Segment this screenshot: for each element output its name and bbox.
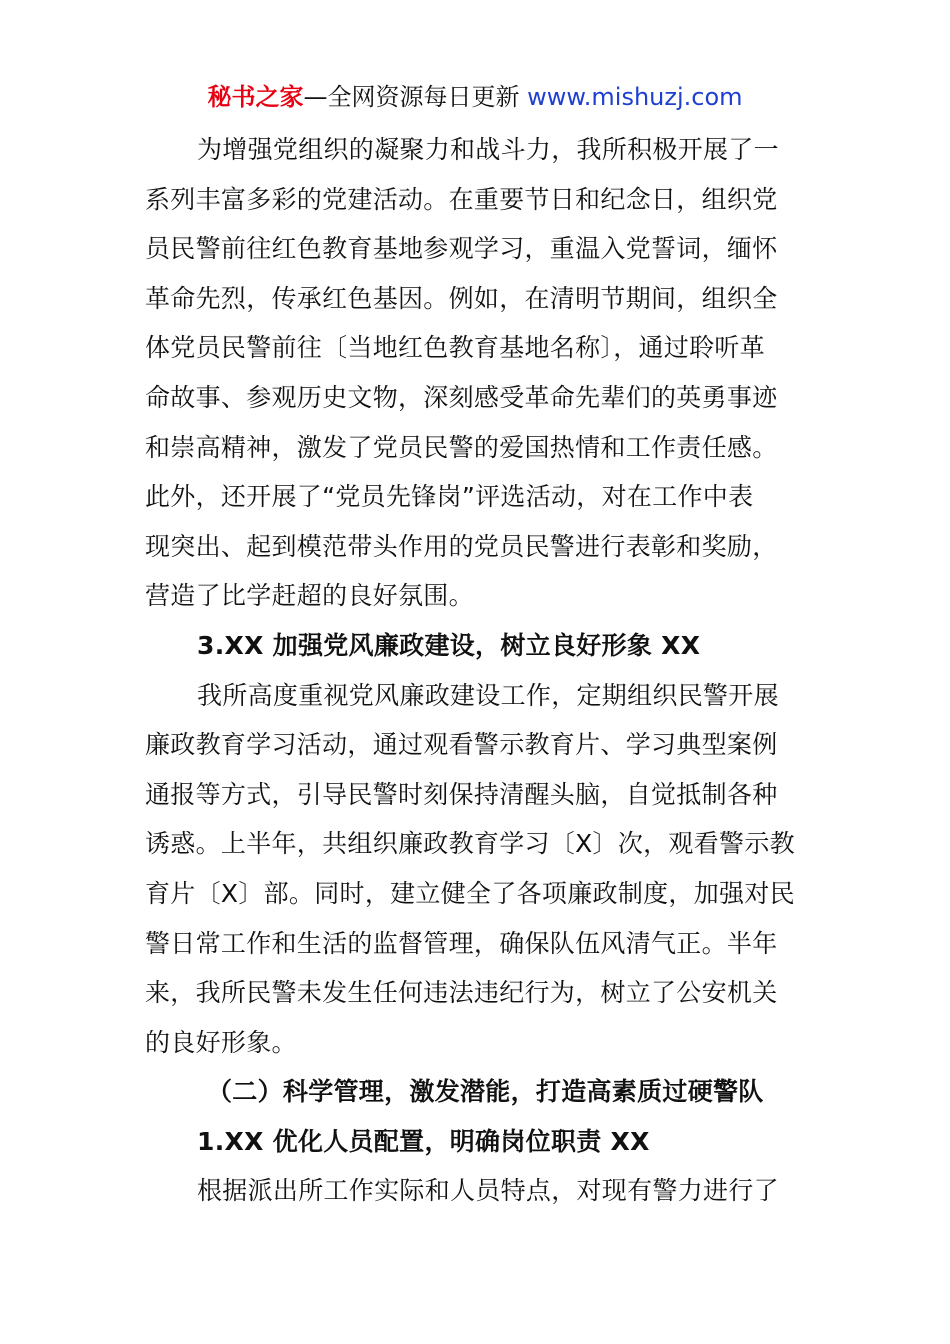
paragraph-line: 营造了比学赶超的良好氛围。 [145,581,474,611]
paragraph-line: 我所高度重视党风廉政建设工作，定期组织民警开展 [197,680,779,710]
paragraph-line: 此外，还开展了“党员先锋岗”评选活动，对在工作中表 [145,482,754,512]
paragraph-line: 的良好形象。 [145,1027,297,1057]
site-brand: 秘书之家 [207,83,304,111]
paragraph-line: 现突出、起到模范带头作用的党员民警进行表彰和奖励， [145,531,778,561]
paragraph-line: 诱惑。上半年，共组织廉政教育学习〔X〕次，观看警示教 [145,829,795,859]
chapter-heading: （二）科学管理，激发潜能，打造高素质过硬警队 [207,1077,764,1107]
paragraph-line: 为增强党组织的凝聚力和战斗力，我所积极开展了一 [197,135,779,164]
paragraph-line: 员民警前往红色教育基地参观学习，重温入党誓词，缅怀 [145,234,778,264]
paragraph-line: 警日常工作和生活的监督管理，确保队伍风清气正。半年 [145,928,778,958]
paragraph-line: 革命先烈，传承红色基因。例如，在清明节期间，组织全 [145,283,778,313]
site-slogan: 全网资源每日更新 [327,83,520,111]
section-heading: 3.XX 加强党风廉政建设，树立良好形象 XX [197,630,701,660]
paragraph-line: 体党员民警前往〔当地红色教育基地名称〕，通过聆听革 [145,333,766,363]
header-separator: — [303,83,328,111]
paragraph-line: 和崇高精神，激发了党员民警的爱国热情和工作责任感。 [145,432,778,462]
paragraph-line: 系列丰富多彩的党建活动。在重要节日和纪念日，组织党 [145,184,778,214]
paragraph-line: 根据派出所工作实际和人员特点，对现有警力进行了 [197,1176,779,1206]
section-heading: 1.XX 优化人员配置，明确岗位职责 XX [197,1126,650,1156]
site-url-link[interactable]: www.mishuzj.com [527,83,743,111]
document-body [145,125,810,1216]
paragraph-line: 来，我所民警未发生任何违法违纪行为，树立了公安机关 [145,978,778,1008]
site-header [0,80,950,114]
paragraph-line: 廉政教育学习活动，通过观看警示教育片、学习典型案例 [145,730,778,760]
paragraph-line: 命故事、参观历史文物，深刻感受革命先辈们的英勇事迹 [145,382,778,412]
paragraph-line: 育片〔X〕部。同时，建立健全了各项廉政制度，加强对民 [145,878,795,908]
paragraph-line: 通报等方式，引导民警时刻保持清醒头脑，自觉抵制各种 [145,779,778,809]
